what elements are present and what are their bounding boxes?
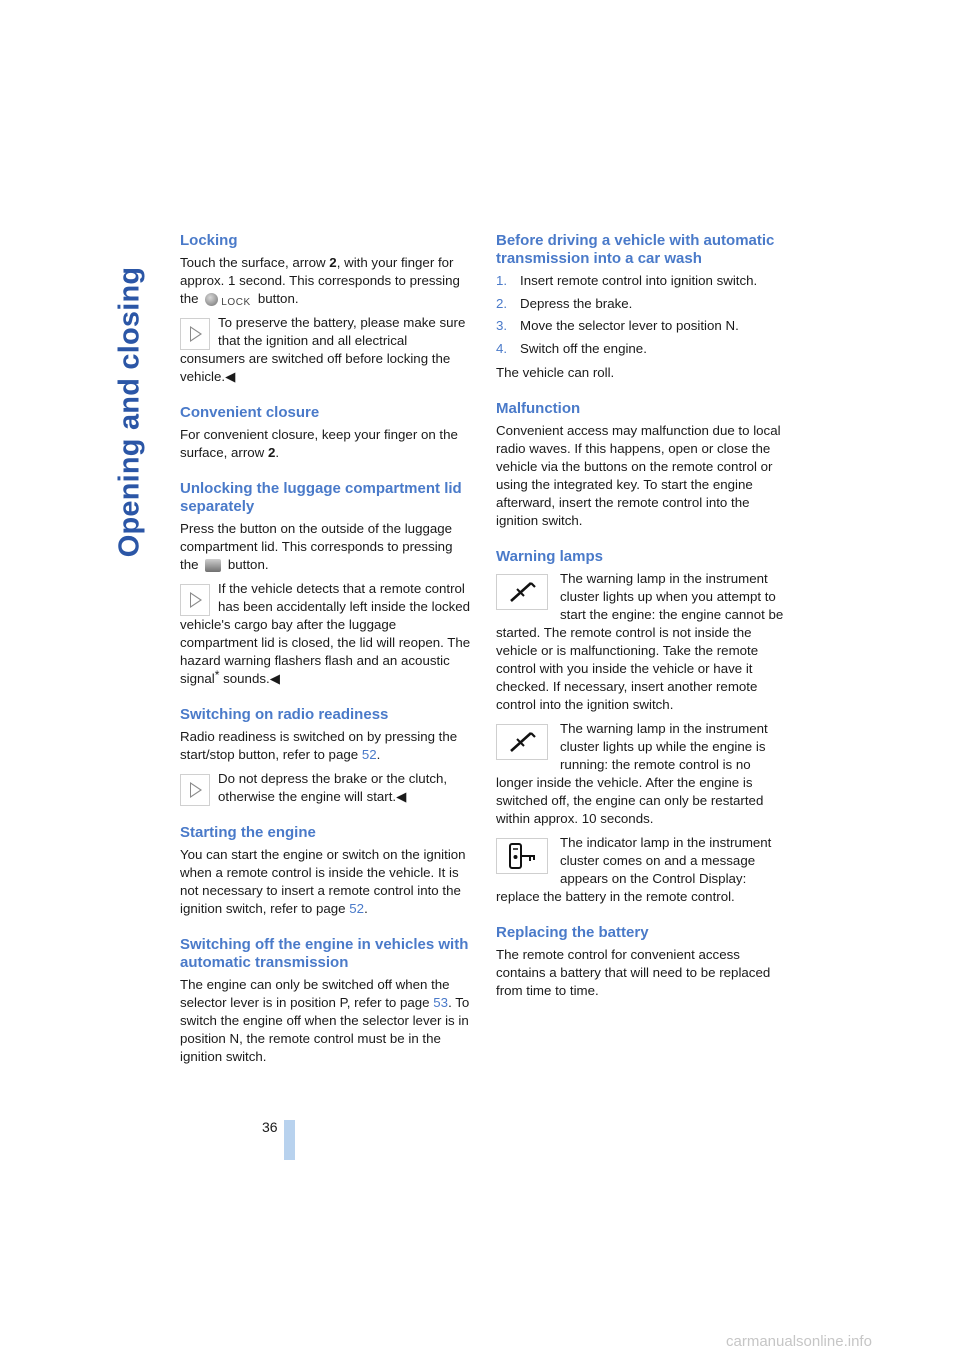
list-item: 2. Depress the brake. bbox=[496, 295, 633, 311]
list-item: 4. Switch off the engine. bbox=[496, 340, 647, 356]
key-warning-icon bbox=[496, 724, 548, 760]
note-triangle-icon bbox=[180, 318, 210, 350]
chapter-title-text: Opening and closing bbox=[113, 266, 146, 558]
warning-lamp-2: The warning lamp in the instrument cluster lights up while the engine is running: the remote control is no longer inside the vehicle. After the engine is switched off, the engine can only be restarted within approx. 10 seconds. bbox=[496, 720, 768, 826]
note-radio-readiness: Do not depress the brake or the clutch, otherwise the engine will start.◀ bbox=[180, 770, 472, 806]
note-triangle-icon bbox=[180, 774, 210, 806]
watermark: carmanualsonline.info bbox=[726, 1333, 872, 1350]
heading-replacing-battery: Replacing the battery bbox=[496, 923, 649, 941]
key-warning-icon bbox=[496, 574, 548, 610]
end-mark: ◀ bbox=[225, 369, 236, 384]
switching-off-text: The engine can only be switched off when the selector lever is in position P, refer to page 53. To switch the engine off when the selector lever is in position N, the remote control must be in the ignition switch. bbox=[180, 977, 470, 1064]
heading-warning-lamps: Warning lamps bbox=[496, 547, 603, 565]
heading-radio-readiness: Switching on radio readiness bbox=[180, 706, 389, 723]
heading-malfunction: Malfunction bbox=[496, 399, 581, 417]
replacing-battery-text: The remote control for convenient access contains a battery that will need to be replaced from time to time. bbox=[496, 946, 771, 998]
heading-unlocking-luggage: Unlocking the luggage compartment lid separately bbox=[180, 480, 462, 515]
section-malfunction bbox=[496, 400, 788, 530]
radio-readiness-text: Radio readiness is switched on by pressing the start/stop button, refer to page 52. bbox=[180, 729, 458, 762]
note-unlocking-luggage: If the vehicle detects that a remote control has been accidentally left inside the locked vehicle's cargo bay after the luggage compartment lid is closed, the lid will reopen. The hazard warning flashers flash and an acoustic signal* sounds.◀ bbox=[180, 581, 471, 686]
heading-starting-engine: Starting the engine bbox=[180, 824, 316, 841]
page-link[interactable]: 53 bbox=[433, 995, 449, 1010]
remote-battery-icon bbox=[496, 838, 548, 874]
section-warning-lamps bbox=[496, 548, 788, 906]
section-switching-off bbox=[180, 936, 472, 1066]
list-item: 1. Insert remote control into ignition switch. bbox=[496, 273, 758, 288]
heading-locking: Locking bbox=[180, 232, 238, 249]
car-wash-after: The vehicle can roll. bbox=[496, 364, 615, 380]
indicator-lamp-battery: The indicator lamp in the instrument cluster comes on and a message appears on the Control Display: replace the battery in the remote control. bbox=[496, 834, 772, 904]
section-starting-engine bbox=[180, 824, 472, 918]
warning-lamp-1: The warning lamp in the instrument cluster lights up when you attempt to start the engine: the engine cannot be started. The remote control is not inside the vehicle or is malfunctioning. Take the remote control with you inside the vehicle or have it checked. If necessary, insert another remote control into the ignition switch. bbox=[496, 570, 784, 712]
page-number: 36 bbox=[262, 1119, 278, 1135]
trunk-button-icon bbox=[205, 559, 221, 572]
convenient-closure-text: For convenient closure, keep your finger on the surface, arrow 2. bbox=[180, 427, 458, 460]
end-mark: ◀ bbox=[396, 789, 407, 804]
heading-car-wash: Before driving a vehicle with automatic transmission into a car wash bbox=[496, 232, 775, 267]
section-car-wash bbox=[496, 232, 788, 382]
left-column bbox=[180, 232, 472, 1084]
section-unlocking-luggage bbox=[180, 480, 472, 688]
locking-text: Touch the surface, arrow 2, with your finger for approx. 1 second. This corresponds to pressing the LOCK button. bbox=[180, 255, 460, 308]
page-marker-bar bbox=[284, 1120, 295, 1160]
heading-convenient-closure: Convenient closure bbox=[180, 404, 320, 421]
lock-button-icon: LOCK bbox=[204, 293, 252, 307]
end-mark: ◀ bbox=[269, 671, 280, 686]
malfunction-text: Convenient access may malfunction due to local radio waves. If this happens, open or close the vehicle via the buttons on the remote control or using the integrated key. To start the engine afterward, insert the remote control into the ignition switch. bbox=[496, 422, 781, 528]
starting-engine-text: You can start the engine or switch on the ignition when a remote control is inside the vehicle. It is not necessary to insert a remote control into the ignition switch, refer to page 52. bbox=[180, 847, 466, 916]
page-link[interactable]: 52 bbox=[361, 747, 377, 762]
section-locking bbox=[180, 232, 472, 386]
note-locking: To preserve the battery, please make sure that the ignition and all electrical consumers are switched off before locking the vehicle.◀ bbox=[180, 315, 466, 384]
note-triangle-icon bbox=[180, 584, 210, 616]
optional-star: * bbox=[214, 668, 220, 682]
right-column bbox=[496, 232, 788, 1018]
section-convenient-closure bbox=[180, 404, 472, 462]
car-wash-steps bbox=[496, 272, 788, 358]
unlocking-luggage-text: Press the button on the outside of the luggage compartment lid. This corresponds to pressing the button. bbox=[180, 521, 453, 572]
chapter-title bbox=[100, 232, 160, 592]
heading-switching-off: Switching off the engine in vehicles with automatic transmission bbox=[180, 936, 469, 971]
section-radio-readiness bbox=[180, 706, 472, 806]
page-link[interactable]: 52 bbox=[349, 901, 365, 916]
section-replacing-battery bbox=[496, 924, 788, 1000]
list-item: 3. Move the selector lever to position N. bbox=[496, 318, 739, 334]
